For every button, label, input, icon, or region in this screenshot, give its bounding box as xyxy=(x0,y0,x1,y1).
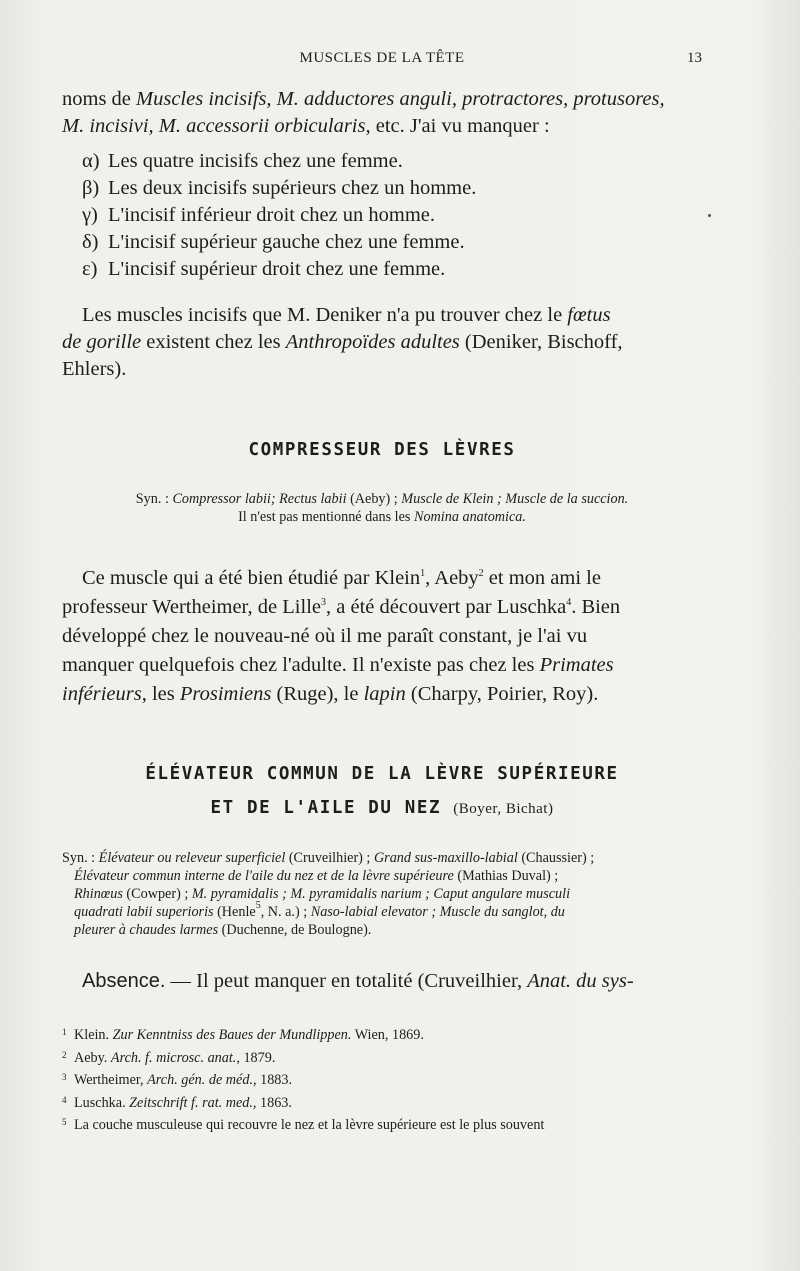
footnote: 3 Wertheimer, Arch. gén. de méd., 1883. xyxy=(62,1072,293,1088)
intro-line: M. incisivi, M. accessorii orbicularis, etc. J'ai vu manquer : xyxy=(62,115,550,137)
section-title: ÉLÉVATEUR COMMUN DE LA LÈVRE SUPÉRIEURE xyxy=(145,764,619,784)
list-item: ε) L'incisif supérieur droit chez une femme. xyxy=(82,258,446,280)
paragraph-line: de gorille existent chez les Anthropoïdes adultes (Deniker, Bischoff, xyxy=(62,331,623,353)
paragraph-line: Les muscles incisifs que M. Deniker n'a pu trouver chez le fœtus xyxy=(82,304,611,326)
footnote: 2 Aeby. Arch. f. microsc. anat., 1879. xyxy=(62,1049,276,1066)
footnote: 4 Luschka. Zeitschrift f. rat. med., 1863. xyxy=(62,1094,292,1111)
intro-paragraph xyxy=(62,302,702,383)
list-item: β) Les deux incisifs supérieurs chez un homme. xyxy=(82,177,477,199)
paragraph-line: inférieurs, les Prosimiens (Ruge), le lapin (Charpy, Poirier, Roy). xyxy=(62,683,599,705)
section-body xyxy=(62,564,702,709)
synonyms: Syn. : Compressor labii; Rectus labii (Aeby) ; Muscle de Klein ; Muscle de la succion. Il n'est pas mentionné dans les Nomina anatomica. xyxy=(135,491,629,525)
absence-label: Absence. xyxy=(82,970,166,992)
intro-text xyxy=(62,86,702,140)
intro-line: noms de Muscles incisifs, M. adductores anguli, protractores, protusores, xyxy=(62,88,665,110)
footnote: 5 La couche musculeuse qui recouvre le nez et la lèvre supérieure est le plus souvent xyxy=(62,1117,545,1133)
running-title: MUSCLES DE LA TÊTE xyxy=(299,50,465,66)
footnotes xyxy=(62,1023,702,1136)
absence-list xyxy=(62,148,702,283)
list-item: γ) L'incisif inférieur droit chez un homme. xyxy=(82,204,436,226)
paragraph-line: professeur Wertheimer, de Lille$^3$, a été découvert par Luschka$^4$. Bien xyxy=(62,596,621,618)
absence-paragraph: Absence. — Il peut manquer en totalité (Cruveilhier, Anat. du sys- xyxy=(82,970,634,992)
section-attribution: (Boyer, Bichat) xyxy=(453,801,554,817)
running-header xyxy=(62,50,702,74)
page-number: 13 xyxy=(687,50,702,66)
scan-speck xyxy=(708,214,711,217)
paragraph-line: manquer quelquefois chez l'adulte. Il n'existe pas chez les Primates xyxy=(62,654,614,676)
paragraph-line: Ce muscle qui a été bien étudié par Klein$^1$, Aeby$^2$ et mon ami le xyxy=(82,567,601,589)
list-item: δ) L'incisif supérieur gauche chez une femme. xyxy=(82,231,465,253)
paragraph-line: développé chez le nouveau-né où il me paraît constant, je l'ai vu xyxy=(62,625,588,647)
synonyms: Syn. : Élévateur ou releveur superficiel (Cruveilhier) ; Grand sus-maxillo-labial (Chaussier) ; Élévateur commun interne de l'aile du nez et de la lèvre supérieure (Mathias Duval) ; Rhinœus (Cowper) ; M. pyramidalis ; M. pyramidalis narium ; Caput angulare musculi quadrati labii superioris (Henle$^5$, N. a.) ; Naso-labial elevator ; Muscle du sanglot, du pleurer à chaudes larmes (Duchenne, de Boulogne). xyxy=(62,850,595,938)
footnote: 1 Klein. Zur Kenntniss des Baues der Mundlippen. Wien, 1869. xyxy=(62,1027,424,1043)
section-title: COMPRESSEUR DES LÈVRES xyxy=(248,440,516,460)
paragraph-line: Ehlers). xyxy=(62,358,127,380)
list-item: α) Les quatre incisifs chez une femme. xyxy=(82,150,403,172)
section-title: ET DE L'AILE DU NEZ (Boyer, Bichat) xyxy=(210,798,554,818)
